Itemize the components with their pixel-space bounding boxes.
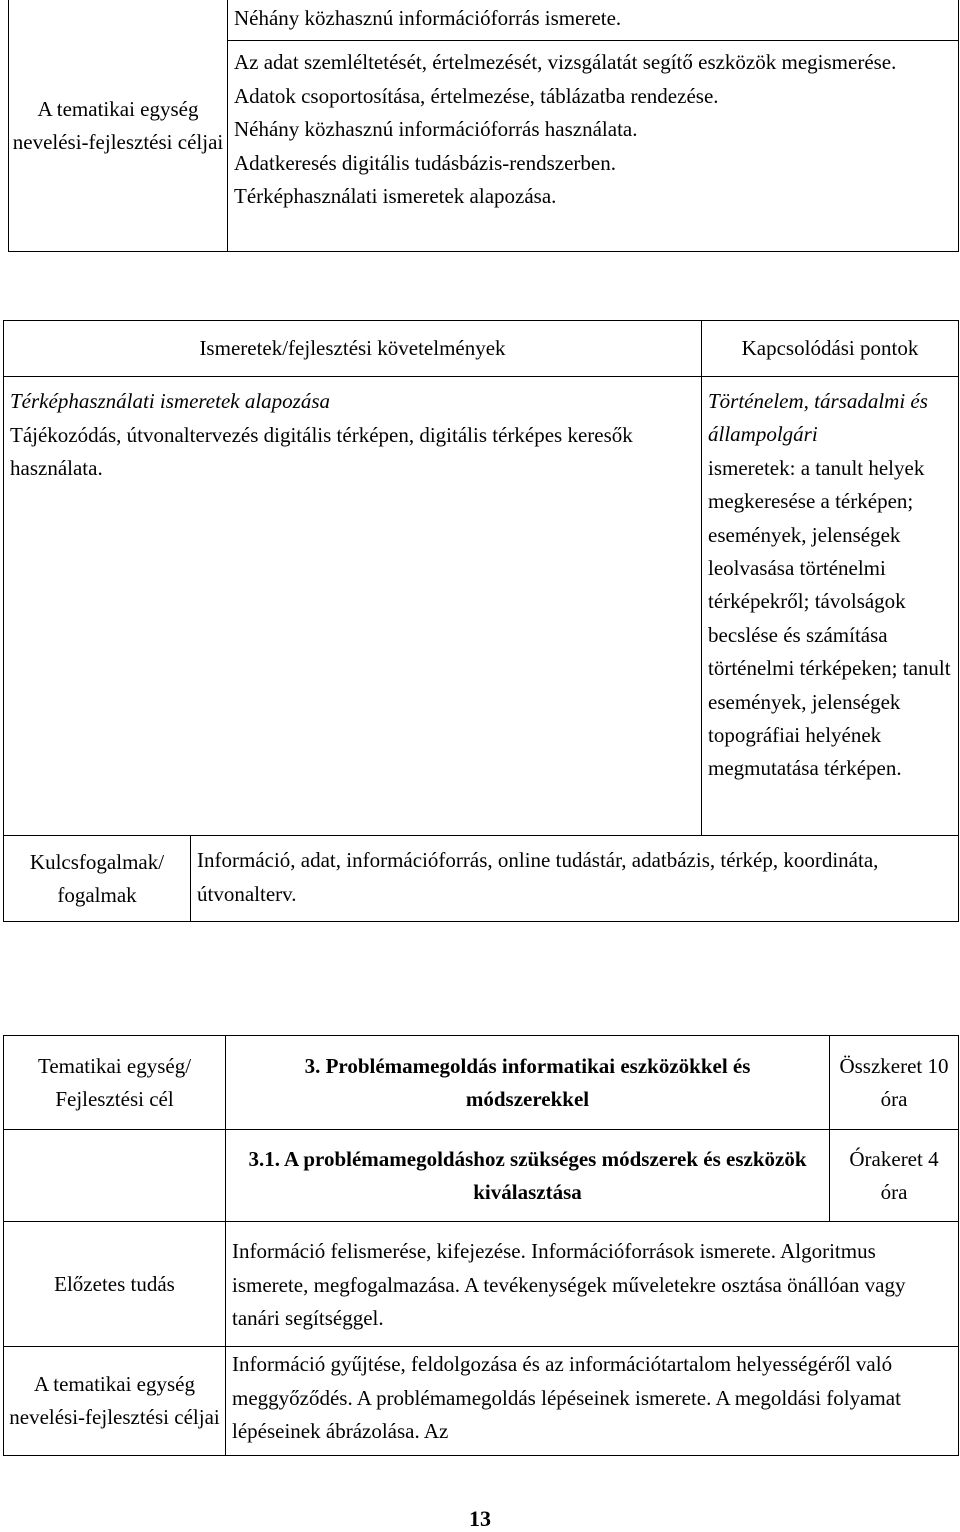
key-concepts-text: Információ, adat, információforrás, online tudástár, adatbázis, térkép, koordináta, útvonalterv. bbox=[197, 848, 879, 906]
goals-table-1 bbox=[8, 0, 959, 252]
total-frame-cell bbox=[830, 1036, 959, 1130]
unit-label-cell bbox=[4, 1036, 226, 1130]
links-content-cell bbox=[702, 377, 959, 836]
links-subject: Történelem, társadalmi és állampolgári bbox=[708, 389, 928, 447]
prior-knowledge-label-cell bbox=[4, 1222, 226, 1347]
goals-line-5: Adatkeresés digitális tudásbázis-rendszerben. bbox=[234, 150, 616, 175]
requirements-content-cell bbox=[4, 377, 702, 836]
sub-frame-cell bbox=[830, 1130, 959, 1222]
goals-content-cell bbox=[228, 0, 959, 252]
goals-line-1: Néhány közhasznú információforrás ismerete. bbox=[234, 6, 622, 30]
page-number: 13 bbox=[469, 1506, 491, 1531]
prior-knowledge-label: Előzetes tudás bbox=[54, 1271, 175, 1296]
goals-label-cell bbox=[9, 0, 228, 252]
goals-line-1-box bbox=[228, 0, 958, 41]
unit-title-cell bbox=[226, 1036, 830, 1130]
goals-list bbox=[228, 41, 958, 214]
requirements-header-cell bbox=[4, 321, 702, 377]
links-body: ismeretek: a tanult helyek megkeresése a térképen; események, jelenségek leolvasása történelmi térképekről; távolságok becslése és számítása történelmi térképeken; tanult események, jelenségek topográfiai helyének megmutatása térképen. bbox=[708, 455, 951, 781]
goals-label: A tematikai egység nevelési-fejlesztési céljai bbox=[12, 96, 224, 154]
goals-text-2: Információ gyűjtése, feldolgozása és az információtartalom helyességéről való meggyőződés. A problémamegoldás lépéseinek ismerete. A megoldási folyamat lépéseinek ábrázolása. Az bbox=[232, 1352, 901, 1443]
sub-label-cell bbox=[4, 1130, 226, 1222]
sub-frame: Órakeret 4 óra bbox=[849, 1146, 939, 1204]
key-concepts-cell bbox=[191, 836, 959, 922]
prior-knowledge-text: Információ felismerése, kifejezése. Információforrások ismerete. Algoritmus ismerete, megfogalmazása. A tevékenységek műveletekre osztása önállóan vagy tanári segítséggel. bbox=[232, 1239, 906, 1330]
requirements-title: Térképhasználati ismeretek alapozása bbox=[10, 389, 331, 413]
key-concepts-label: Kulcsfogalmak/ fogalmak bbox=[29, 849, 165, 907]
links-header-cell bbox=[702, 321, 959, 377]
key-concepts-label-cell bbox=[4, 836, 191, 922]
requirements-body: Tájékozódás, útvonaltervezés digitális térképen, digitális térképes keresők használata. bbox=[10, 422, 633, 480]
goals-text-2-cell bbox=[226, 1347, 959, 1456]
goals-label-2: A tematikai egység nevelési-fejlesztési céljai bbox=[9, 1372, 220, 1429]
unit-table bbox=[3, 1035, 959, 1456]
goals-line-6: Térképhasználati ismeretek alapozása. bbox=[234, 184, 557, 208]
goals-line-2: Az adat szemléltetését, értelmezését, vizsgálatát segítő eszközök megismerése. bbox=[234, 50, 897, 74]
requirements-header: Ismeretek/fejlesztési követelmények bbox=[199, 336, 506, 360]
unit-title: 3. Problémamegoldás informatikai eszközökkel és módszerekkel bbox=[304, 1053, 751, 1111]
goals-line-3: Adatok csoportosítása, értelmezése, táblázatba rendezése. bbox=[234, 83, 719, 108]
goals-label-2-cell bbox=[4, 1347, 226, 1456]
links-header: Kapcsolódási pontok bbox=[741, 336, 919, 360]
prior-knowledge-cell bbox=[226, 1222, 959, 1347]
goals-line-4: Néhány közhasznú információforrás használata. bbox=[234, 117, 638, 141]
sub-title-cell bbox=[226, 1130, 830, 1222]
total-frame: Összkeret 10 óra bbox=[839, 1053, 949, 1111]
requirements-table bbox=[3, 320, 959, 922]
sub-title: 3.1. A problémamegoldáshoz szükséges módszerek és eszközök kiválasztása bbox=[248, 1146, 807, 1204]
unit-label: Tematikai egység/ Fejlesztési cél bbox=[37, 1053, 192, 1111]
